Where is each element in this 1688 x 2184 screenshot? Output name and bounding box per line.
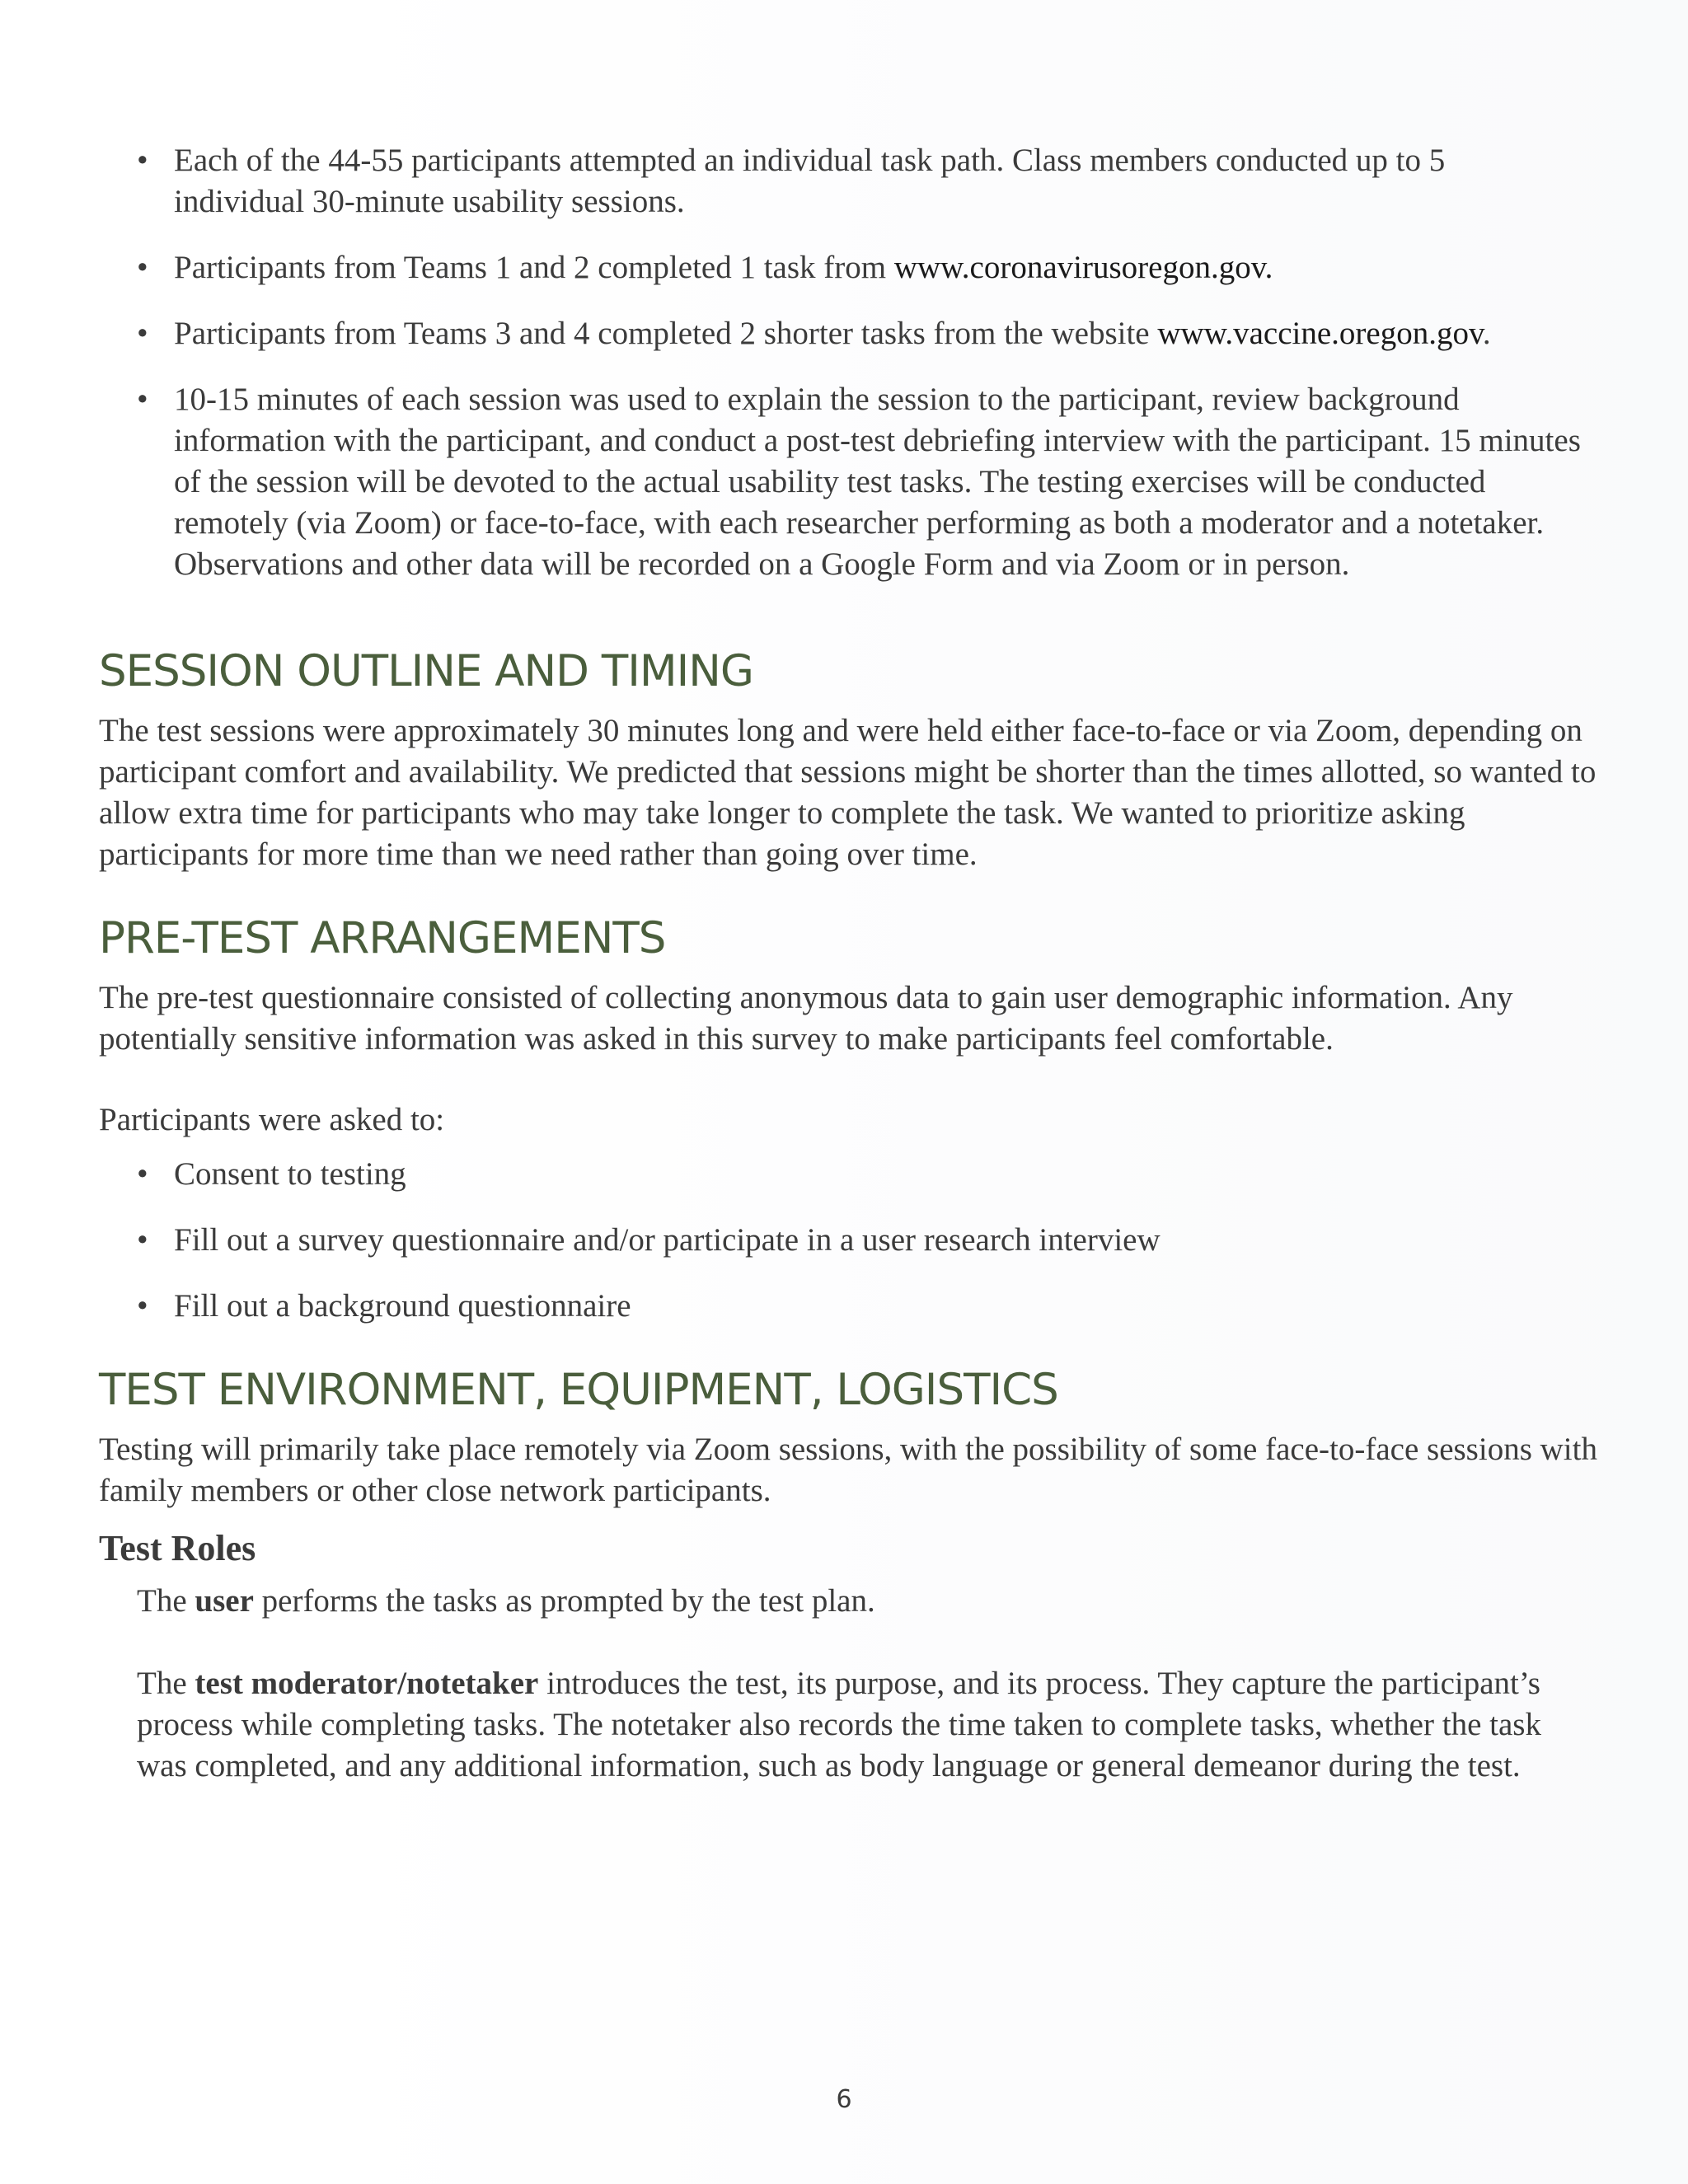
page-number: 6 [836, 2085, 852, 2114]
pretest-lead: Participants were asked to: [99, 1102, 445, 1137]
role-moderator: The test moderator/notetaker introduces the test, its purpose, and its process. They capture the participant’s process while completing tasks. The notetaker also records the time taken to complete tasks, whether the task was completed, and any additional information, such as body language or general demeanor during the test. [137, 1666, 1541, 1783]
test-roles-heading: Test Roles [99, 1528, 256, 1568]
list-item: • Participants from Teams 3 and 4 completed 2 shorter tasks from the website www.vaccine.oregon.gov. [99, 313, 1599, 354]
list-item: • Consent to testing [99, 1154, 1599, 1195]
coronavirus-oregon-link[interactable]: www.coronavirusoregon.gov. [893, 250, 1273, 285]
list-item: • 10-15 minutes of each session was used to explain the session to the participant, review background information with the participant, and conduct a post-test debriefing interview with the participant. 15 minutes of the session will be devoted to the actual usability test tasks. The testing exercises will be conducted remotely (via Zoom) or face-to-face, with each researcher performing as both a moderator and a notetaker. Observations and other data will be recorded on a Google Form and via Zoom or in person. [99, 379, 1599, 585]
list-item: • Participants from Teams 1 and 2 completed 1 task from www.coronavirusoregon.gov. [99, 247, 1599, 288]
vaccine-oregon-link[interactable]: www.vaccine.oregon.gov [1157, 316, 1483, 351]
list-item: • Fill out a survey questionnaire and/or participate in a user research interview [99, 1220, 1599, 1261]
pretest-list [99, 1154, 1599, 1327]
task-path-list [99, 140, 1599, 585]
list-item: • Fill out a background questionnaire [99, 1286, 1599, 1327]
environment-body: Testing will primarily take place remotely via Zoom sessions, with the possibility of some face-to-face sessions with family members or other close network participants. [99, 1432, 1597, 1508]
session-outline-body: The test sessions were approximately 30 minutes long and were held either face-to-face or via Zoom, depending on participant comfort and availability. We predicted that sessions might be shorter than the times allotted, so wanted to allow extra time for participants who may take longer to complete the task. We wanted to prioritize asking participants for more time than we need rather than going over time. [99, 713, 1597, 872]
role-user: The user performs the tasks as prompted by the test plan. [137, 1583, 875, 1619]
list-item: • Each of the 44-55 participants attempted an individual task path. Class members conducted up to 5 individual 30-minute usability sessions. [99, 140, 1599, 223]
page-content [99, 140, 1599, 1787]
session-outline-heading: SESSION OUTLINE AND TIMING [99, 646, 753, 696]
environment-heading: TEST ENVIRONMENT, EQUIPMENT, LOGISTICS [99, 1365, 1058, 1415]
pretest-body: The pre-test questionnaire consisted of collecting anonymous data to gain user demographic information. Any potentially sensitive information was asked in this survey to make participants feel comfortable. [99, 980, 1513, 1057]
pretest-heading: PRE-TEST ARRANGEMENTS [99, 913, 666, 963]
